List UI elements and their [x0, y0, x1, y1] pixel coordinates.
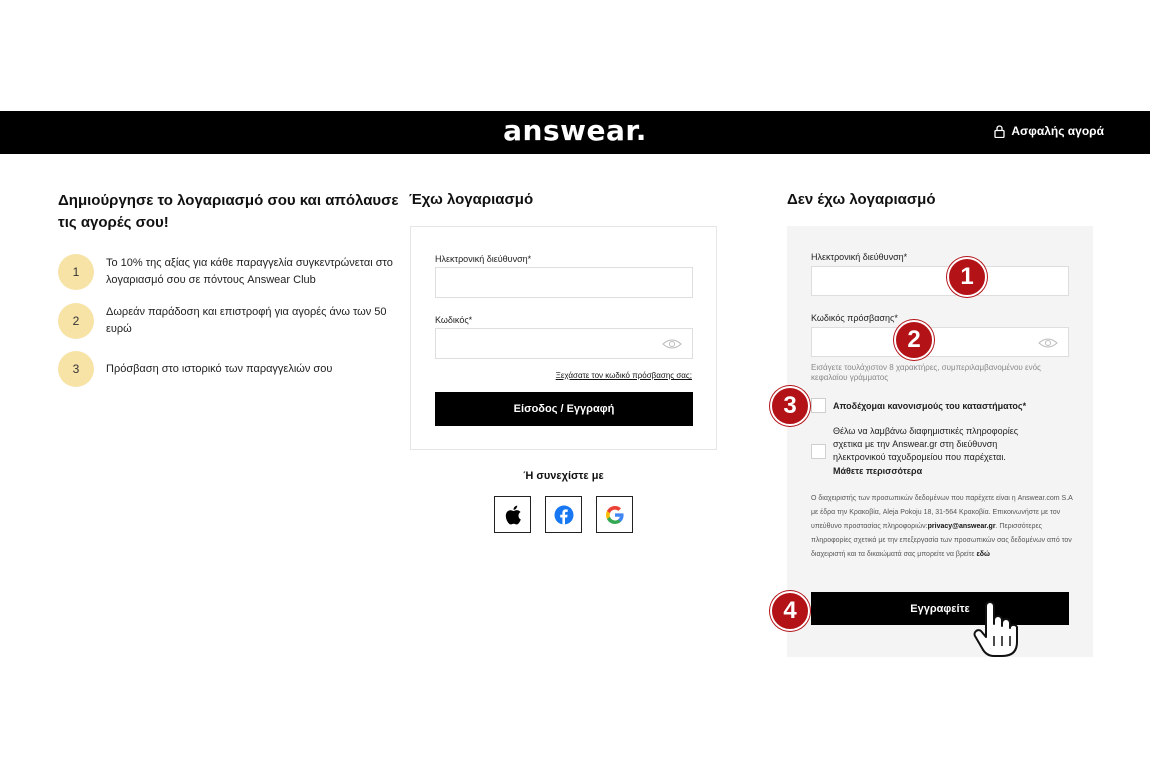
secure-label: Ασφαλής αγορά — [1011, 124, 1104, 138]
benefit-number: 3 — [58, 351, 94, 387]
forgot-password-link[interactable]: Ξεχάσατε τον κωδικό πρόσβασης σας; — [555, 371, 692, 380]
privacy-email-link[interactable]: privacy@answear.gr — [927, 523, 996, 530]
annotation-marker-4: 4 — [770, 591, 810, 631]
register-password-field[interactable] — [811, 327, 1069, 357]
facebook-icon — [554, 505, 574, 525]
google-login-button[interactable] — [596, 496, 633, 533]
terms-label: Αποδέχομαι κανονισμούς του καταστήματος* — [833, 401, 1027, 411]
email-label: Ηλεκτρονική διεύθυνση* — [435, 254, 532, 264]
hand-cursor-icon — [972, 600, 1018, 658]
privacy-notice — [811, 492, 1073, 562]
terms-checkbox[interactable] — [811, 398, 826, 413]
secure-shopping — [994, 124, 1104, 138]
email-field[interactable] — [435, 267, 693, 298]
facebook-login-button[interactable] — [545, 496, 582, 533]
benefit-item — [58, 254, 396, 290]
top-bar — [0, 111, 1150, 154]
password-label: Κωδικός* — [435, 315, 473, 325]
newsletter-label: Θέλω να λαμβάνω διαφημιστικές πληροφορίες σχετικα με την Answear.gr στη διεύθυνση ηλεκτρονικού ταχυδρομείου που παρέχεται. — [833, 426, 1019, 462]
register-title: Δεν έχω λογαριασμό — [787, 191, 936, 208]
annotation-marker-2: 2 — [894, 320, 934, 360]
register-email-field[interactable] — [811, 266, 1069, 296]
lock-icon — [994, 125, 1005, 138]
apple-login-button[interactable] — [494, 496, 531, 533]
privacy-text: Ο διαχειριστής των προσωπικών δεδομένων που παρέχετε είναι η Answear.com S.A με έδρα την Κρακοβία, Aleja Pokoju 18, 31-564 Κρακοβία. Επικοινωνήστε με τον υπεύθυνο προστασίας πληροφοριών: — [811, 495, 1073, 530]
register-button[interactable]: Εγγραφείτε — [811, 592, 1069, 625]
login-form — [410, 226, 717, 450]
benefit-text: Πρόσβαση στο ιστορικό των παραγγελιών σου — [106, 362, 333, 375]
apple-icon — [504, 505, 522, 525]
benefit-item — [58, 351, 396, 387]
privacy-text: . Περισσότερες πληροφορίες σχετικά με την επεξεργασία των προσωπικών σας δεδομένων από τον διαχειριστή και τα δικαιώματά σας μπορείτε να βρείτε — [811, 523, 1072, 558]
google-icon — [606, 506, 624, 524]
newsletter-checkbox[interactable] — [811, 444, 826, 459]
login-title: Έχω λογαριασμό — [409, 191, 534, 208]
eye-icon[interactable] — [662, 338, 682, 350]
annotation-marker-1: 1 — [947, 257, 987, 297]
password-hint: Εισάγετε τουλάχιστον 8 χαρακτήρες, συμπεριλαμβανομένου ενός κεφαλαίου γράμματος — [811, 363, 1041, 382]
annotation-marker-3: 3 — [770, 386, 810, 426]
login-button[interactable]: Είσοδος / Εγγραφή — [435, 392, 693, 426]
eye-icon[interactable] — [1038, 337, 1058, 349]
register-email-label: Ηλεκτρονική διεύθυνση* — [811, 252, 908, 262]
benefit-item — [58, 303, 396, 339]
privacy-here-link[interactable]: εδώ — [976, 551, 990, 558]
benefit-text: Το 10% της αξίας για κάθε παραγγελία συγκεντρώνεται στο λογαριασμό σου σε πόντους Answear Club — [106, 257, 393, 286]
register-password-label: Κωδικός πρόσβασης* — [811, 313, 898, 323]
learn-more-link[interactable]: Μάθετε περισσότερα — [833, 466, 923, 476]
benefit-text: Δωρεάν παράδοση και επιστροφή για αγορές άνω των 50 ευρώ — [106, 306, 387, 335]
password-field[interactable] — [435, 328, 693, 359]
logo[interactable]: answear. — [503, 114, 647, 147]
register-form — [787, 226, 1093, 657]
benefit-number: 1 — [58, 254, 94, 290]
benefit-number: 2 — [58, 303, 94, 339]
intro-title: Δημιούργησε το λογαριασμό σου και απόλαυσε τις αγορές σου! — [58, 192, 399, 231]
or-continue-label: Ή συνεχίστε με — [523, 470, 604, 482]
